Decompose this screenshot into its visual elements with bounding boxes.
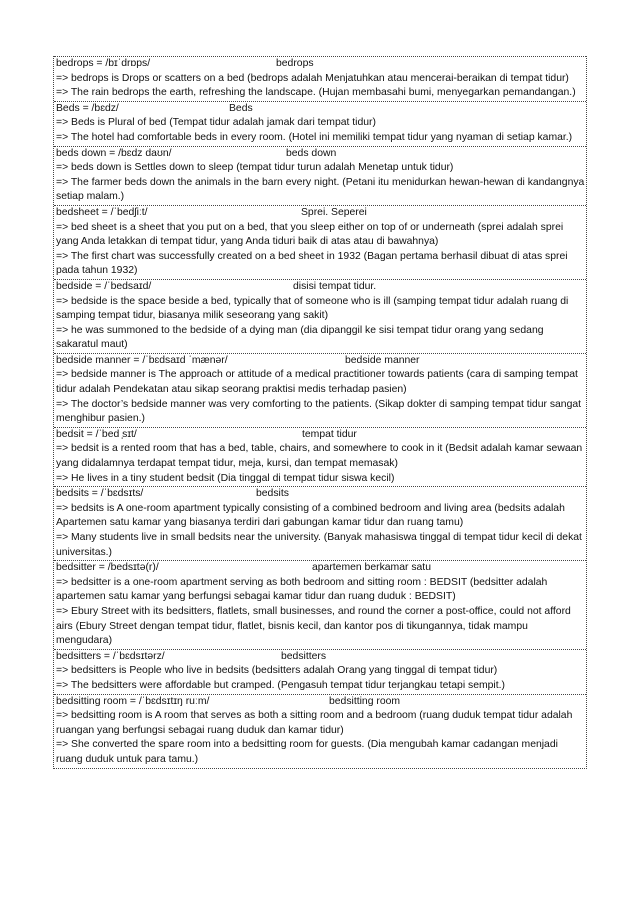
example-line: => The bedsitters were affordable but cramped. (Pengasuh tempat tidur terjangkau tetapi sempit.)	[56, 679, 505, 691]
entry-header	[56, 280, 586, 295]
definition-line: => bedsitting room is A room that serves as both a sitting room and a bedroom (ruang duduk tempat tidur adalah ruangan yang berfungsi sebagai ruang duduk dan kamar tidur)	[56, 710, 573, 736]
example-line: => The farmer beds down the animals in the barn every night. (Petani itu menidurkan hewan-hewan di kandangnya setiap malam.)	[56, 176, 585, 203]
definition-line: => bedsits is A one-room apartment typically consisting of a combined bedroom and living area (bedsits adalah Apartemen satu kamar yang biasanya terdiri dari gabungan kamar tidur dan ruang tamu)	[56, 502, 565, 529]
definition-line: => bedside manner is The approach or attitude of a medical practitioner towards patients (cara di samping tempat tidur adalah Pendekatan atau sikap seorang praktisi medis terhadap pasien)	[56, 369, 578, 396]
entry-term: bedrops = /bɪˈdrɒps/	[56, 58, 151, 69]
entry-term: bedsit = /ˈbed ̩sɪt/	[56, 428, 137, 440]
entry-header	[56, 206, 586, 221]
entry-header	[56, 102, 586, 117]
entry-beds	[54, 101, 586, 146]
entry-term: beds down = /bɛdz daʊn/	[56, 147, 172, 159]
example-line: => The first chart was successfully created on a bed sheet in 1932 (Bagan pertama berhasil dibuat di atas sprei pada tahun 1932)	[56, 250, 568, 277]
example-line: => He lives in a tiny student bedsit (Dia tinggal di tempat tidur siswa kecil)	[56, 472, 395, 484]
example-line: => The hotel had comfortable beds in every room. (Hotel ini memiliki tempat tidur yang nyaman di setiap kamar.)	[56, 131, 573, 143]
entry-bedside-manner	[54, 353, 586, 427]
entry-bedsit	[54, 427, 586, 486]
example-line: => Many students live in small bedsits near the university. (Banyak mahasiswa tinggal di tempat tidur kecil di dekat universitas.)	[56, 532, 582, 558]
entry-term: bedside = /ˈbedsaɪd/	[56, 280, 152, 292]
entry-bedsitting-room	[54, 694, 586, 768]
entry-bedsits	[54, 486, 586, 560]
entry-translation: bedrops	[276, 58, 314, 69]
definition-line: => bedsit is a rented room that has a bed, table, chairs, and somewhere to cook in it (Bedsit adalah kamar sewaan yang didalamnya terdapat tempat tidur, meja, kursi, dan tempat memasak)	[56, 443, 583, 470]
entry-term: bedsheet = /ˈbedʃiːt/	[56, 206, 148, 218]
entry-bedside	[54, 279, 586, 353]
entry-bedrops	[54, 56, 586, 101]
entry-translation: apartemen berkamar satu	[312, 562, 431, 574]
entry-translation: tempat tidur	[302, 428, 357, 440]
definition-line: => bedside is the space beside a bed, typically that of someone who is ill (samping tempat tidur adalah ruang di samping tempat tidur, biasanya milik seseorang yang sakit)	[56, 295, 569, 322]
example-line: => The rain bedrops the earth, refreshing the landscape. (Hujan membasahi bumi, menyegarkan pemandangan.)	[56, 87, 576, 99]
entry-header	[56, 487, 586, 502]
definition-line: => beds down is Settles down to sleep (tempat tidur turun adalah Menetap untuk tidur)	[56, 162, 454, 174]
entry-term: Beds = /bɛdz/	[56, 102, 119, 114]
entry-translation: Sprei. Seperei	[301, 206, 367, 218]
entry-beds-down	[54, 146, 586, 205]
entry-header	[56, 147, 586, 162]
definition-line: => bedrops is Drops or scatters on a bed (bedrops adalah Menjatuhkan atau mencerai-beraikan di tempat tidur)	[56, 72, 569, 84]
definition-line: => bedsitters is People who live in bedsits (bedsitters adalah Orang yang tinggal di tempat tidur)	[56, 665, 498, 677]
entry-translation: beds down	[286, 147, 337, 159]
entry-bedsheet	[54, 205, 586, 279]
entry-header	[56, 561, 586, 576]
entry-term: bedsitters = /ˈbɛdsɪtərz/	[56, 650, 165, 662]
entry-translation: bedsitters	[281, 650, 327, 662]
entry-header	[56, 428, 586, 443]
example-line: => Ebury Street with its bedsitters, flatlets, small businesses, and round the corner a post-office, could not afford airs (Ebury Street dengan tempat tidur, flatlet, bisnis kecil, dan kantor pos di tikungannya, tidak mampu mengudara)	[56, 605, 571, 647]
definition-line: => bed sheet is a sheet that you put on a bed, that you sleep either on top of or underneath (sprei adalah sprei yang Anda letakkan di tempat tidur, yang Anda tiduri baik di atas atau di bawahnya)	[56, 221, 564, 248]
entry-bedsitter	[54, 560, 586, 649]
entry-term: bedsitting room = /ˈbɛdsɪtɪŋ ruːm/	[56, 695, 210, 707]
entry-translation: disisi tempat tidur.	[293, 280, 377, 292]
entry-bedsitters	[54, 649, 586, 694]
dictionary-table	[53, 56, 587, 769]
entry-term: bedsits = /ˈbɛdsɪts/	[56, 488, 144, 500]
definition-line: => Beds is Plural of bed (Tempat tidur adalah jamak dari tempat tidur)	[56, 117, 376, 129]
entry-term: bedside manner = /ˈbɛdsaɪd ˈmænər/	[56, 354, 228, 366]
entry-translation: bedside manner	[345, 354, 420, 366]
entry-term: bedsitter = /bedsɪtə(r)/	[56, 562, 159, 574]
entry-header	[56, 650, 586, 665]
entry-header	[56, 695, 586, 710]
entry-translation: bedsits	[256, 488, 289, 500]
example-line: => She converted the spare room into a bedsitting room for guests. (Dia mengubah kamar cadangan menjadi ruang duduk untuk para tamu.)	[56, 739, 558, 765]
entry-header	[56, 57, 586, 72]
entry-translation: Beds	[229, 102, 253, 114]
example-line: => he was summoned to the bedside of a dying man (dia dipanggil ke sisi tempat tidur orang yang sedang sakaratul maut)	[56, 324, 544, 351]
definition-line: => bedsitter is a one-room apartment serving as both bedroom and sitting room : BEDSIT (bedsitter adalah apartemen satu kamar yang berfungsi sebagai kamar tidur dan ruang duduk : BEDSIT)	[56, 576, 548, 603]
entry-translation: bedsitting room	[329, 695, 401, 707]
entry-header	[56, 354, 586, 369]
example-line: => The doctor’s bedside manner was very comforting to the patients. (Sikap dokter di samping tempat tidur sangat menghibur pasien.)	[56, 398, 582, 425]
